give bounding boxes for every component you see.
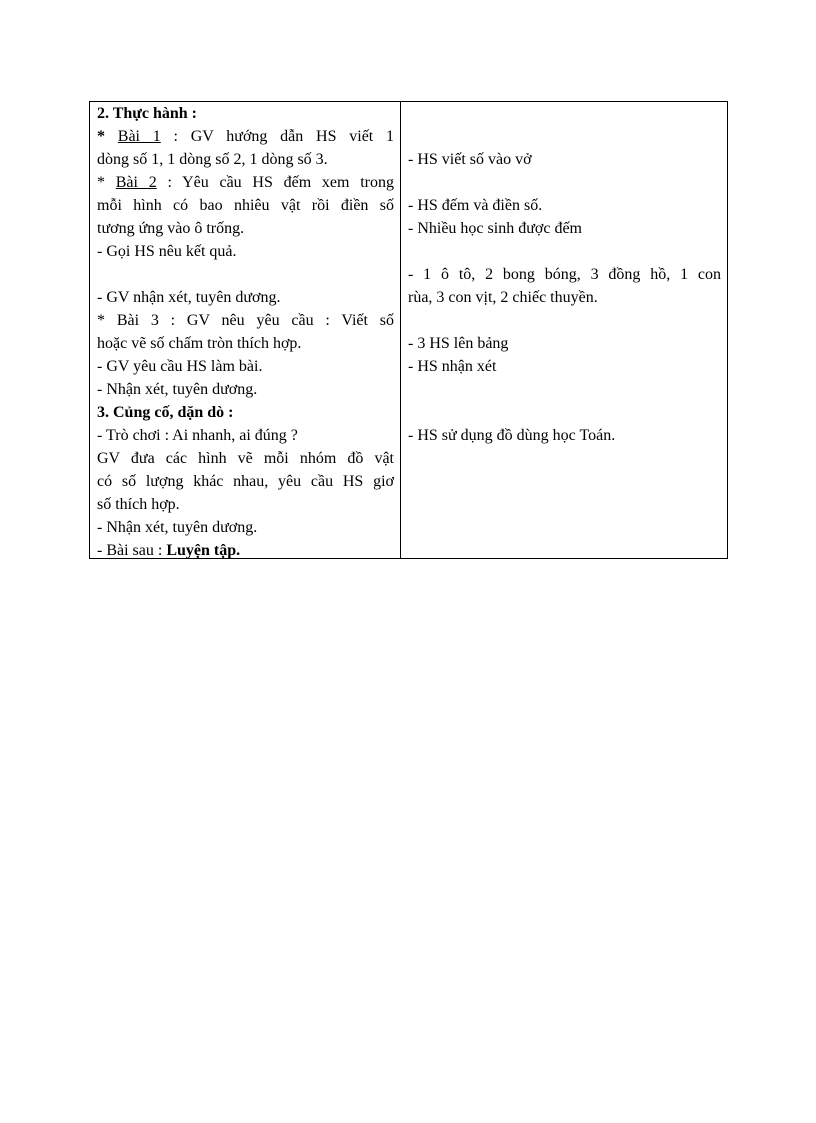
next-lesson-line — [97, 539, 394, 562]
blank-line — [408, 171, 721, 194]
practice-heading: 2. Thực hành : — [97, 105, 198, 122]
game-line-1: - Trò chơi : Ai nhanh, ai đúng ? — [97, 427, 298, 444]
praise-line-2: - Nhận xét, tuyên dương. — [97, 381, 258, 398]
exercise-3-line-1: * Bài 3 : GV nêu yêu cầu : Viết số — [97, 312, 394, 329]
game-line-3: có số lượng khác nhau, yêu cầu HS giơ — [97, 473, 394, 490]
next-lesson-title: Luyện tập. — [166, 542, 241, 559]
blank-line — [408, 102, 721, 125]
exercise-2-line-1 — [97, 171, 394, 194]
result-line-2: rùa, 3 con vịt, 2 chiếc thuyền. — [408, 289, 598, 306]
next-lesson-prefix: - Bài sau : — [97, 542, 167, 559]
game-line-4: số thích hợp. — [97, 496, 180, 513]
exercise-1-line-1 — [97, 125, 394, 148]
write-numbers-line: - HS viết số vào vở — [408, 151, 532, 168]
game-line-2: GV đưa các hình vẽ mỗi nhóm đồ vật — [97, 450, 394, 467]
call-result-line: - Gọi HS nêu kết quả. — [97, 243, 237, 260]
board-line: - 3 HS lên bảng — [408, 335, 509, 352]
exercise-2-star: * — [97, 174, 116, 191]
blank-line — [97, 263, 394, 286]
blank-line — [408, 401, 721, 424]
lesson-table — [89, 101, 728, 559]
praise-line-3: - Nhận xét, tuyên dương. — [97, 519, 258, 536]
gv-praise-line: - GV nhận xét, tuyên dương. — [97, 289, 281, 306]
use-tools-line: - HS sử dụng đồ dùng học Toán. — [408, 427, 616, 444]
result-line-1: - 1 ô tô, 2 bong bóng, 3 đồng hồ, 1 con — [408, 266, 721, 283]
student-activity-column — [401, 102, 727, 558]
exercise-2-line-3: tương ứng vào ô trống. — [97, 220, 245, 237]
blank-line — [408, 378, 721, 401]
teacher-activity-column — [90, 102, 401, 558]
review-heading: 3. Củng cố, dặn dò : — [97, 404, 234, 421]
many-count-line: - Nhiều học sinh được đếm — [408, 220, 582, 237]
exercise-2-label: Bài 2 — [115, 174, 157, 191]
exercise-2-line-2: mỗi hình có bao nhiêu vật rồi điền số — [97, 197, 394, 214]
exercise-3-line-2: hoặc vẽ số chấm tròn thích hợp. — [97, 335, 302, 352]
count-fill-line: - HS đếm và điền số. — [408, 197, 543, 214]
gv-request-line: - GV yêu cầu HS làm bài. — [97, 358, 263, 375]
exercise-1-line-2: dòng số 1, 1 dòng số 2, 1 dòng số 3. — [97, 151, 328, 168]
exercise-1-label: Bài 1 — [117, 128, 161, 145]
exercise-1-star: * — [97, 128, 118, 145]
hs-review-line: - HS nhận xét — [408, 358, 497, 375]
blank-line — [408, 125, 721, 148]
exercise-1-text: : GV hướng dẫn HS viết 1 — [160, 128, 394, 145]
blank-line — [408, 240, 721, 263]
blank-line — [408, 309, 721, 332]
exercise-2-text: : Yêu cầu HS đếm xem trong — [156, 174, 394, 191]
